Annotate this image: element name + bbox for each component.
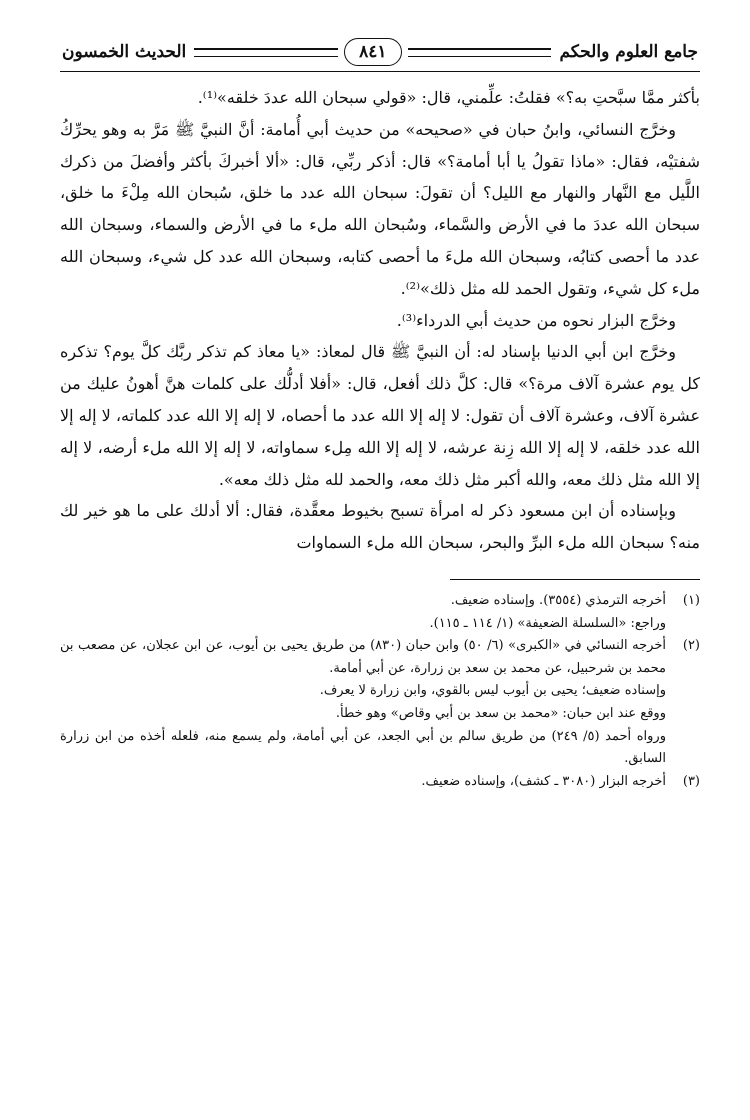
footnote [60, 635, 700, 771]
footnote-line: أخرجه الترمذي (٣٥٥٤). وإسناده ضعيف. [450, 592, 666, 608]
footnote-line: ووقع عند ابن حبان: «محمد بن سعد بن أبي وقاص» وهو خطأ. [335, 705, 666, 721]
paragraph: وبإسناده أن ابن مسعود ذكر له امرأة تسبح بخيوط معقَّدة، فقال: ألا أدلك على ما هو خير لك منه؟ سبحان الله ملء البرِّ والبحر، سبحان الله ملء السماوات [60, 501, 700, 553]
footnote-line: ورواه أحمد (٥/ ٢٤٩) من طريق سالم بن أبي الجعد، عن أبي أمامة، ولم يسمع منه، فلعله أخذه من ابن زرارة السابق. [60, 728, 666, 767]
chapter-title: الحديث الخمسون [61, 42, 187, 62]
footnote-line: أخرجه البزار (٣٠٨٠ ـ كشف)، وإسناده ضعيف. [421, 773, 666, 789]
header-underline [60, 71, 700, 72]
book-title: جامع العلوم والحكم [559, 42, 698, 62]
book-page [60, 30, 700, 1100]
header-rule-right [408, 48, 552, 57]
footnote-line: وإسناده ضعيف؛ يحيى بن أيوب ليس بالقوي، وابن زرارة لا يعرف. [319, 683, 666, 699]
footnote-separator [450, 579, 700, 580]
paragraph: وخرَّج ابن أبي الدنيا بإسناد له: أن النبيَّ ﷺ قال لمعاذ: «يا معاذ كم تذكر ربَّك كلَّ يوم؟ تذكره كل يوم عشرة آلاف مرة؟» قال: كلَّ ذلك أفعل، قال: «أفلا أدلُّك على كلمات هنَّ أهونُ عليك من عشرة آلاف، وعشرة آلاف أن تقول: لا إله إلا الله عدد ما أحصاه، لا إله إلا الله عدد كلماته، لا إله إلا الله عدد خلقه، لا إله إلا الله زِنة عرشه، لا إله إلا الله مِلء سماواته، لا إله إلا الله ملء أرضه، لا إله إلا الله مثل ذلك معه، والله أكبر مثل ذلك معه، والحمد لله مثل ذلك معه». [60, 342, 700, 489]
footnote-line: أخرجه النسائي في «الكبرى» (٦/ ٥٠) وابن حبان (٨٣٠) من طريق يحيى بن أيوب، عن ابن عجلان، عن مصعب بن محمد بن شرحبيل، عن محمد بن سعد بن زرارة، عن أبي أمامة. [60, 638, 666, 676]
footnotes [60, 590, 700, 793]
footnote-line: وراجع: «السلسلة الضعيفة» (١/ ١١٤ ـ ١١٥). [429, 615, 666, 631]
paragraph: وخرَّج البزار نحوه من حديث أبي الدرداء⁽³⁾. [396, 310, 676, 330]
main-text [60, 82, 700, 559]
footnote-number: (١) [682, 592, 700, 608]
header-rule-left [194, 48, 338, 57]
footnote [60, 771, 700, 794]
footnote-number: (٣) [682, 773, 700, 789]
footnote-body [60, 635, 666, 771]
running-header [60, 30, 700, 74]
footnote [60, 590, 700, 635]
footnote-number: (٢) [682, 638, 700, 654]
footnote-body [60, 590, 666, 635]
footnote-body [60, 771, 666, 794]
paragraph: وخرَّج النسائي، وابنُ حبان في «صحيحه» من حديث أبي أُمامة: أنَّ النبيَّ ﷺ مَرَّ به وهو يحرِّكُ شفتيْه، فقال: «ماذا تقولُ يا أبا أمامة؟» قال: أذكر ربِّي، قال: «ألا أخبركَ بأكثر وأفضلَ من ذكرك اللَّيل مع النَّهار والنهار مع الليل؟ أن تقولَ: سبحان الله عدد ما خلق، سُبحان الله مِلْءَ ما خلق، سبحان الله عددَ ما في الأرض والسَّماء، وسُبحان الله ملء ما في الأرض والسماء، وسبحان الله عدد ما أحصى كتابُه، وسبحان الله ملءَ ما أحصى كتابه، وسبحان الله عدد كل شيء، وسبحان الله ملء كل شيء، وتقول الحمد لله مثل ذلك»⁽²⁾. [60, 119, 701, 298]
paragraph: بأكثر ممَّا سبَّحتِ به؟» فقلتُ: علِّمني، قال: «قولي سبحان الله عددَ خلقه»⁽¹⁾. [197, 88, 700, 107]
page-number: ٨٤١ [344, 38, 401, 66]
